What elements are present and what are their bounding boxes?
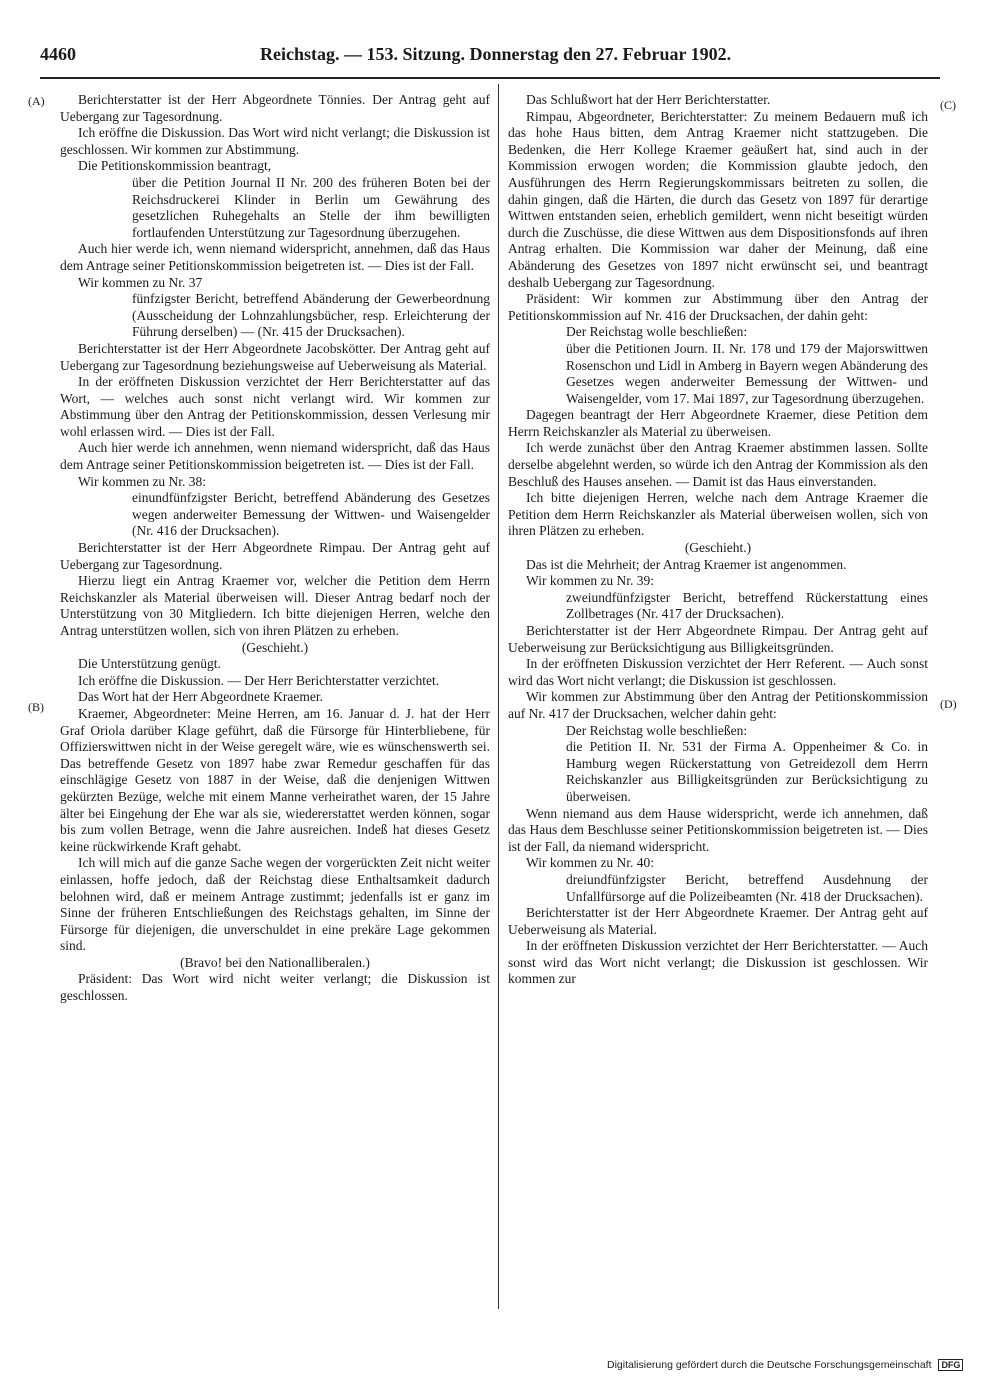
speech-president: Präsident: Das Wort wird nicht weiter verlangt; die Diskussion ist geschlossen. [60,971,490,1004]
paragraph: Hierzu liegt ein Antrag Kraemer vor, welcher die Petition dem Herrn Reichskanzler als Material überweisen will. Dieser Antrag bedarf noch der Unterstützung von 30 Mitgliedern. Ich bitte diejenigen Herren, welche den Antrag unterstützen wollen, sich von ihren Plätzen zu erheben. [60,573,490,638]
page-header [40,44,940,72]
paragraph: Das Wort hat der Herr Abgeordnete Kraemer. [78,689,323,705]
margin-marker-b: (B) [28,700,44,714]
margin-marker-a: (A) [28,94,45,108]
paragraph: Ich eröffne die Diskussion. — Der Herr Berichterstatter verzichtet. [78,672,440,688]
paragraph: Das ist die Mehrheit; der Antrag Kraemer ist angenommen. [526,556,847,572]
column-divider [498,84,499,1309]
page-number: 4460 [40,44,76,64]
report-title: zweiundfünfzigster Bericht, betreffend Rückerstattung eines Zollbetrages (Nr. 417 der Drucksachen). [566,589,928,622]
paragraph: Wir kommen zu Nr. 37 [78,274,203,290]
stage-direction: (Geschieht.) [684,540,752,556]
paragraph: Ich will mich auf die ganze Sache wegen der vorgerückten Zeit nicht weiter einlassen, hoffe jedoch, daß der Reichstag diese Enthaltsamkeit dadurch belohnen wird, daß er meinem Antrage zustimmt; jedenfalls ist er ganz im Sinne der früheren Entschließungen des Reichstags gehalten, im Sinne der Fürsorge für diejenigen, die unverschuldet in eine prekäre Lage gekommen sind. [60,855,490,954]
paragraph: Wir kommen zur Abstimmung über den Antrag der Petitionskommission auf Nr. 417 der Drucksachen, welcher dahin geht: [508,689,928,721]
paragraph: Ich bitte diejenigen Herren, welche nach dem Antrage Kraemer die Petition dem Herrn Reichskanzler als Material überweisen wollen, sich von ihren Plätzen zu erheben. [508,490,928,539]
speech-kraemer: Kraemer, Abgeordneter: Meine Herren, am 16. Januar d. J. hat der Herr Graf Oriola darüber Klage geführt, daß die Fürsorge für Hinterbliebene, für Offizierswittwen nicht in der Weise geregelt wäre, wie es wünschenswerth sei. Das betreffende Gesetz von 1897 habe zwar Remedur geschaffen für das einschlägige Gesetz von 1887 in der Weise, daß die denjenigen Wittwen gekürzten Bezüge, welche mit einem Manne verheirathet waren, der 15 Jahre älter bei Eingehung der Ehe war als sie, wiedererstattet werden können, sogar bis zum vollen Betrage, wenn die Jahre ausreichen. Indeß hat dieses Gesetz keine rückwirkende Kraft gehabt. [60,705,490,854]
footer [607,1359,963,1371]
paragraph: Auch hier werde ich annehmen, wenn niemand widerspricht, daß das Haus dem Antrage seiner Petitionskommission beigetreten ist. — Dies ist der Fall. [60,440,490,473]
stage-direction: (Bravo! bei den Nationalliberalen.) [180,954,370,970]
motion-text: die Petition II. Nr. 531 der Firma A. Oppenheimer & Co. in Hamburg wegen Rückerstattung von Getreidezoll dem Herrn Reichskanzler aus Billigkeitsgründen zur Berücksichtigung zu überweisen. [566,739,928,804]
paragraph: Wir kommen zu Nr. 39: [526,573,655,589]
paragraph: Das Schlußwort hat der Herr Berichterstatter. [526,92,771,107]
paragraph: Wir kommen zu Nr. 38: [78,473,207,489]
paragraph: In der eröffneten Diskussion verzichtet der Herr Berichterstatter. — Auch sonst wird das Wort nicht verlangt; die Diskussion ist geschlossen. Wir kommen zur [508,938,928,987]
footer-text: Digitalisierung gefördert durch die Deutsche Forschungsgemeinschaft [607,1359,932,1371]
report-title: einundfünfzigster Bericht, betreffend Abänderung des Gesetzes wegen anderweiter Bemessung der Wittwen- und Waisengelder (Nr. 416 der Drucksachen). [132,490,490,539]
resolution-heading: Der Reichstag wolle beschließen: [566,722,748,738]
stage-direction: (Geschieht.) [241,639,309,655]
paragraph: Die Petitionskommission beantragt, [78,158,272,174]
paragraph: Dagegen beantragt der Herr Abgeordnete Kraemer, diese Petition dem Herrn Reichskanzler als Material zu überweisen. [508,407,928,439]
left-column [60,92,490,1005]
right-column [508,92,928,988]
paragraph: Wir kommen zu Nr. 40: [526,855,655,871]
paragraph: Berichterstatter ist der Herr Abgeordnete Tönnies. Der Antrag geht auf Uebergang zur Tagesordnung. [60,92,490,124]
paragraph: Berichterstatter ist der Herr Abgeordnete Rimpau. Der Antrag geht auf Uebergang zur Tagesordnung. [60,540,490,572]
paragraph: Auch hier werde ich, wenn niemand widerspricht, annehmen, daß das Haus dem Antrage seiner Petitionskommission beigetreten ist. — Dies ist der Fall. [60,241,490,273]
report-title: fünfzigster Bericht, betreffend Abänderung der Gewerbeordnung (Ausscheidung der Lohnzahlungsbücher, resp. Erleichterung der Führung derselben) — (Nr. 415 der Drucksachen). [132,291,490,340]
paragraph: Die Unterstützung genügt. [78,656,221,672]
paragraph: Wenn niemand aus dem Hause widerspricht, werde ich annehmen, daß das Haus dem Beschlusse seiner Petitionskommission beigetreten ist. — Dies ist der Fall, da niemand widerspricht. [508,805,928,854]
dfg-logo: DFG [938,1359,963,1371]
margin-marker-c: (C) [940,98,956,112]
resolution-heading: Der Reichstag wolle beschließen: [566,324,748,340]
report-title: dreiundfünfzigster Bericht, betreffend Ausdehnung der Unfallfürsorge auf die Polizeibeamten (Nr. 418 der Drucksachen). [566,871,928,904]
paragraph: Berichterstatter ist der Herr Abgeordnete Jacobskötter. Der Antrag geht auf Uebergang zur Tagesordnung beziehungsweise auf Ueberweisung als Material. [60,340,490,373]
speech-rimpau: Rimpau, Abgeordneter, Berichterstatter: Zu meinem Bedauern muß ich das hohe Haus bitten, dem Antrag Kraemer nicht stattzugeben. Die Bedenken, die Herr Kollege Kraemer geäußert hat, sind auch in der Kommission erwogen worden; die Kommission glaubte jedoch, den Ausführungen des Herrn Regierungskommissars beitreten zu sollen, die dahin gingen, daß die Härten, die durch das Gesetz von 1897 für derartige Wittwen entstanden seien, erheblich gemildert, wenn nicht beseitigt würden durch die Zuschüsse, die diese Wittwen aus dem Dispositionsfonds auf ihren Antrag erhalten. Die Kommission war daher der Meinung, daß eine Abänderung des Gesetzes von 1897 nicht erwünscht sei, und beantragt deshalb Uebergang zur Tagesordnung. [508,108,928,290]
paragraph: Ich eröffne die Diskussion. Das Wort wird nicht verlangt; die Diskussion ist geschlossen. Wir kommen zur Abstimmung. [60,125,490,157]
speech-president: Präsident: Wir kommen zur Abstimmung über den Antrag der Petitionskommission auf Nr. 416 der Drucksachen, der dahin geht: [508,291,928,323]
paragraph: Ich werde zunächst über den Antrag Kraemer abstimmen lassen. Sollte derselbe abgelehnt werden, so würde ich den Antrag der Kommission als den Beschluß des Hauses ansehen. — Damit ist das Haus einverstanden. [508,440,928,489]
margin-marker-d: (D) [940,697,957,711]
paragraph: Berichterstatter ist der Herr Abgeordnete Kraemer. Der Antrag geht auf Ueberweisung als Material. [508,905,928,937]
motion-text: über die Petitionen Journ. II. Nr. 178 und 179 der Majorswittwen Rosenschon und Lidl in Amberg in Bayern wegen Abänderung des Gesetzes wegen anderweiter Bemessung der Wittwen- und Waisengelder, vom 17. Mai 1897, zur Tagesordnung überzugehen. [566,340,928,406]
paragraph: In der eröffneten Diskussion verzichtet der Herr Referent. — Auch sonst wird das Wort nicht verlangt; die Diskussion ist geschlossen. [508,656,928,688]
paragraph: Berichterstatter ist der Herr Abgeordnete Rimpau. Der Antrag geht auf Ueberweisung zur Berücksichtigung aus Billigkeitsgründen. [508,623,928,655]
paragraph: In der eröffneten Diskussion verzichtet der Herr Berichterstatter auf das Wort, — welches auch sonst nicht verlangt wird. Wir kommen zur Abstimmung über den Antrag der Petitionskommission, dessen Verlesung mir wohl erlassen wird. — Dies ist der Fall. [60,374,490,439]
motion-text: über die Petition Journal II Nr. 200 des früheren Boten bei der Reichsdruckerei Klinder in Berlin um Gewährung des gesetzlichen Ruhegehalts an Stelle der ihm bewilligten fortlaufenden Unterstützung zur Tagesordnung überzugehen. [132,174,490,240]
running-title: Reichstag. — 153. Sitzung. Donnerstag den 27. Februar 1902. [260,44,732,64]
header-rule [40,77,940,79]
